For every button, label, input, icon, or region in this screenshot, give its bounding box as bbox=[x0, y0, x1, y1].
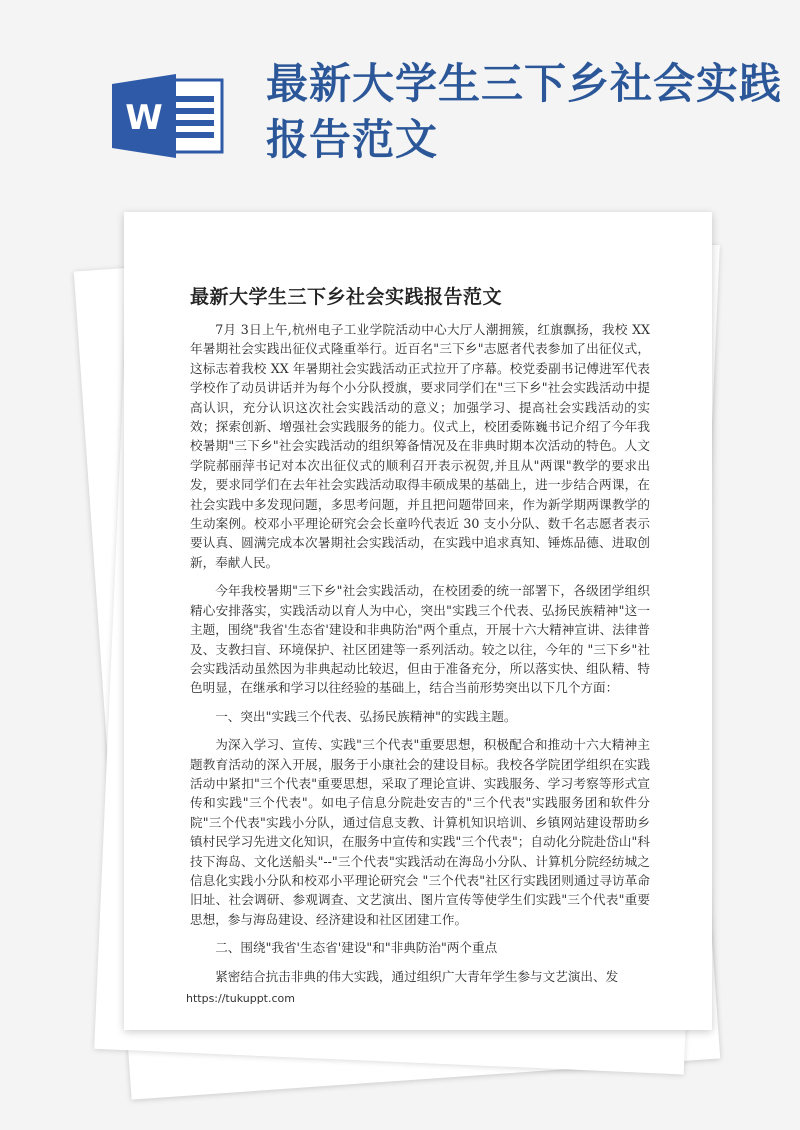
header-title: 最新大学生三下乡社会实践报告范文 bbox=[266, 59, 783, 164]
section-heading-1: 一、突出"实践三个代表、弘扬民族精神"的实践主题。 bbox=[215, 708, 517, 724]
footer-url: https://tukuppt.com bbox=[186, 992, 295, 1005]
document-page bbox=[124, 212, 712, 1030]
paragraph-3: 为深入学习、宣传、实践"三个代表"重要思想，积极配合和推动十六大精神主题教育活动的深入开展，服务于小康社会的建设目标。我校各学院团学组织在实践活动中紧扣"三个代表"重要思想，采取了理论宣讲、实践服务、学习考察等形式宣传和实践"三个代表"。如电子信息分院赴安吉的"三个代表"实践服务团和软件分院"三个代表"实践小分队，通过信息支教、计算机知识培训、乡镇网站建设帮助乡镇村民学习先进文化知识，在服务中宣传和实践"三个代表"；自动化分院赴岱山"科技下海岛、文化送船头"--"三个代表"实践活动在海岛小分队、计算机分院经纺城之信息化实践小分队和校邓小平理论研究会 "三个代表"社区行实践团则通过寻访革命旧址、社会调研、参观调查、文艺演出、图片宣传等使学生们实践"三个代表"重要思想，参与海岛建设、经济建设和社区团建工作。 bbox=[190, 737, 650, 927]
section-heading-2: 二、围绕"我省'生态省'建设"和"非典防治"两个重点 bbox=[215, 940, 498, 956]
word-logo-letter: W bbox=[125, 98, 163, 138]
paragraph-1: 7月 3日上午,杭州电子工业学院活动中心大厅人潮拥簇，红旗飘扬，我校 XX 年暑期社会实践出征仪式隆重举行。近百名"三下乡"志愿者代表参加了出征仪式，这标志着我校 XX 年暑期社会实践活动正式拉开了序幕。校党委副书记傅进军代表学校作了动员讲话并为每个小分队授旗，要求同学们在"三下乡"社会实践活动中提高认识，充分认识这次社会实践活动的意义；加强学习、提高社会实践活动的实效；探索创新、增强社会实践服务的能力。仪式上，校团委陈巍书记介绍了今年我校暑期"三下乡"社会实践活动的组织筹备情况及在非典时期本次活动的特色。人文学院郝丽萍书记对本次出征仪式的顺利召开表示祝贺,并且从"两课"教学的要求出发，要求同学们在去年社会实践活动取得丰硕成果的基础上，进一步结合两课，在社会实践中多发现问题，多思考问题，并且把问题带回来，作为新学期两课教学的生动案例。校邓小平理论研究会会长童吟代表近 30 支小分队、数千名志愿者表示要认真、圆满完成本次暑期社会实践活动，在实践中追求真知、锤炼品德、进取创新，奉献人民。 bbox=[190, 322, 650, 570]
document-title: 最新大学生三下乡社会实践报告范文 bbox=[190, 286, 503, 308]
word-logo-icon bbox=[112, 74, 224, 158]
paragraph-4: 紧密结合抗击非典的伟大实践，通过组织广大青年学生参与文艺演出、发 bbox=[215, 968, 619, 984]
document-body bbox=[190, 320, 650, 995]
paragraph-2: 今年我校暑期"三下乡"社会实践活动，在校团委的统一部署下，各级团学组织精心安排落实，实践活动以育人为中心，突出"实践三个代表、弘扬民族精神"这一主题，围绕"我省'生态省'建设和非典防治"两个重点，开展十六大精神宣讲、法律普及、支教扫盲、环境保护、社区团建等一系列活动。较之以往，今年的 "三下乡"社会实践活动虽然因为非典起动比较迟，但由于准备充分，所以落实快、组队精、特色明显，在继承和学习以往经验的基础上，结合当前形势突出以下几个方面： bbox=[190, 583, 650, 696]
header bbox=[0, 0, 800, 210]
